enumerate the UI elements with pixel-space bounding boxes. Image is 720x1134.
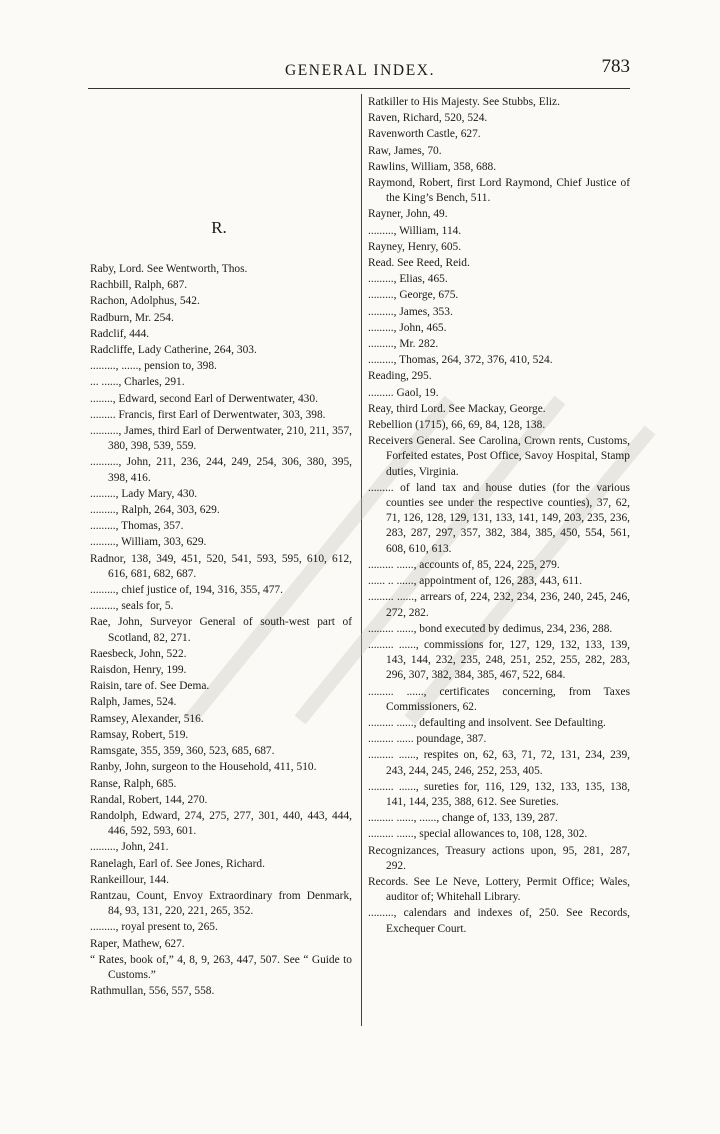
index-entry: Rayner, John, 49. bbox=[368, 208, 448, 221]
index-entry: Randal, Robert, 144, 270. bbox=[90, 793, 208, 806]
index-entry: ......... ......, sureties for, 116, 129, 132, 133, 135, 138, 141, 144, 235, 388, 612. See Sureties. bbox=[368, 780, 630, 808]
index-entry: Recognizances, Treasury actions upon, 95, 281, 287, 292. bbox=[368, 844, 630, 872]
index-entry: ......... ......, commissions for, 127, 129, 132, 133, 139, 143, 144, 232, 235, 248, 251, 252, 255, 282, 283, 296, 307, 382, 384, 385, 467, 522, 684. bbox=[368, 638, 630, 682]
index-entry: ...... .. ......, appointment of, 126, 283, 443, 611. bbox=[368, 575, 583, 588]
index-entry: ........., seals for, 5. bbox=[90, 600, 174, 613]
index-entry: ........., William, 114. bbox=[368, 224, 462, 237]
index-entry: ........, Edward, second Earl of Derwentwater, 430. bbox=[90, 392, 318, 405]
index-column-left bbox=[90, 262, 352, 1000]
running-head-title: GENERAL INDEX. bbox=[284, 62, 436, 79]
index-entry: ......... ......, ......, change of, 133, 139, 287. bbox=[368, 812, 558, 825]
index-entry: Rayney, Henry, 605. bbox=[368, 240, 462, 253]
index-entry: Radcliffe, Lady Catherine, 264, 303. bbox=[90, 344, 257, 357]
index-entry: Ralph, James, 524. bbox=[90, 696, 177, 709]
index-entry: ... ......, Charles, 291. bbox=[90, 376, 185, 389]
index-entry: .........., John, 211, 236, 244, 249, 254, 306, 380, 395, 398, 416. bbox=[90, 456, 352, 484]
index-entry: ......... ......, respites on, 62, 63, 71, 72, 131, 234, 239, 243, 244, 245, 246, 252, 253, 405. bbox=[368, 749, 630, 777]
index-entry: ........., John, 241. bbox=[90, 841, 169, 854]
index-entry: Rae, John, Surveyor General of south-west part of Scotland, 82, 271. bbox=[90, 616, 352, 644]
index-entry: Rebellion (1715), 66, 69, 84, 128, 138. bbox=[368, 419, 546, 432]
index-entry: Ramsgate, 355, 359, 360, 523, 685, 687. bbox=[90, 745, 275, 758]
index-entry: Ranse, Ralph, 685. bbox=[90, 777, 177, 790]
index-entry: Raby, Lord. See Wentworth, Thos. bbox=[90, 263, 248, 275]
index-entry: Rawlins, William, 358, 688. bbox=[368, 160, 497, 173]
index-entry: ........., royal present to, 265. bbox=[90, 921, 218, 934]
index-entry: Radnor, 138, 349, 451, 520, 541, 593, 595, 610, 612, 616, 681, 682, 687. bbox=[90, 552, 352, 580]
index-entry: ......... ......, arrears of, 224, 232, 234, 236, 240, 245, 246, 272, 282. bbox=[368, 591, 630, 619]
index-entry: ........., Ralph, 264, 303, 629. bbox=[90, 504, 220, 517]
index-entry: ......... of land tax and house duties (for the various counties see under the respective counties), 37, 62, 71, 126, 128, 129, 131, 133, 141, 149, 203, 235, 236, 283, 287, 297, 357, 382, 384, 385, 450, 554, 561, 608, 610, 613. bbox=[368, 481, 630, 555]
index-entry: Rachon, Adolphus, 542. bbox=[90, 295, 200, 308]
index-entry: ........., Lady Mary, 430. bbox=[90, 487, 198, 500]
index-entry: Raisdon, Henry, 199. bbox=[90, 664, 187, 677]
header-rule bbox=[88, 88, 630, 89]
index-entry: Radclif, 444. bbox=[90, 327, 150, 340]
index-entry: Read. See Reed, Reid. bbox=[368, 257, 470, 270]
index-entry: Rantzau, Count, Envoy Extraordinary from Denmark, 84, 93, 131, 220, 221, 265, 352. bbox=[90, 889, 352, 918]
index-entry: ......... ......, special allowances to, 108, 128, 302. bbox=[368, 828, 588, 841]
index-entry: Records. See Le Neve, Lottery, Permit Office; Wales, auditor of; Whitehall Library. bbox=[368, 875, 630, 904]
index-entry: Raper, Mathew, 627. bbox=[90, 937, 185, 950]
index-entry: ........., ......, pension to, 398. bbox=[90, 360, 217, 373]
index-entry: ......... Gaol, 19. bbox=[368, 386, 439, 399]
index-entry: ......... ...... poundage, 387. bbox=[368, 733, 487, 746]
index-entry: Ranby, John, surgeon to the Household, 411, 510. bbox=[90, 761, 317, 774]
index-entry: ......... ......, bond executed by dedimus, 234, 236, 288. bbox=[368, 622, 613, 635]
index-entry: “ Rates, book of,” 4, 8, 9, 263, 447, 507. See “ Guide to Customs.” bbox=[90, 953, 352, 981]
index-entry: Reading, 295. bbox=[368, 370, 432, 383]
section-letter: R. bbox=[211, 218, 227, 237]
index-entry: Radburn, Mr. 254. bbox=[90, 311, 174, 324]
index-entry: Raven, Richard, 520, 524. bbox=[368, 112, 488, 125]
index-entry: Ratkiller to His Majesty. See Stubbs, Eliz. bbox=[368, 96, 560, 108]
index-entry: ........., Mr. 282. bbox=[368, 338, 439, 351]
index-entry: Ranelagh, Earl of. See Jones, Richard. bbox=[90, 857, 265, 870]
index-entry: ......... Francis, first Earl of Derwentwater, 303, 398. bbox=[90, 408, 326, 421]
index-entry: .........., James, third Earl of Derwentwater, 210, 211, 357, 380, 398, 539, 559. bbox=[90, 425, 352, 453]
index-entry: Raisin, tare of. See Dema. bbox=[90, 680, 210, 693]
index-entry: Raw, James, 70. bbox=[368, 144, 442, 157]
index-entry: Raesbeck, John, 522. bbox=[90, 647, 187, 660]
index-entry: Reay, third Lord. See Mackay, George. bbox=[368, 402, 546, 415]
index-entry: Rachbill, Ralph, 687. bbox=[90, 279, 188, 292]
index-entry: ......... ......, accounts of, 85, 224, 225, 279. bbox=[368, 558, 560, 571]
index-entry: Ramsey, Alexander, 516. bbox=[90, 712, 204, 725]
index-entry: Ramsay, Robert, 519. bbox=[90, 728, 189, 741]
index-entry: Raymond, Robert, first Lord Raymond, Chief Justice of the King’s Bench, 511. bbox=[368, 177, 630, 205]
index-entry: Ravenworth Castle, 627. bbox=[368, 128, 481, 141]
column-divider bbox=[361, 94, 362, 1026]
index-entry: Receivers General. See Carolina, Crown rents, Customs, Forfeited estates, Post Office, Savoy Hospital, Stamp duties, Virginia. bbox=[368, 435, 630, 478]
index-entry: ........., George, 675. bbox=[368, 289, 459, 302]
index-entry: ........., William, 303, 629. bbox=[90, 536, 207, 549]
page-number: 783 bbox=[601, 56, 630, 77]
index-entry: ......... ......, defaulting and insolvent. See Defaulting. bbox=[368, 716, 606, 729]
index-entry: ........., Thomas, 264, 372, 376, 410, 524. bbox=[368, 354, 553, 367]
index-entry: ........., calendars and indexes of, 250. See Records, Exchequer Court. bbox=[368, 907, 630, 935]
index-entry: ........., Elias, 465. bbox=[368, 273, 448, 286]
index-column-right bbox=[368, 95, 630, 938]
index-entry: Rathmullan, 556, 557, 558. bbox=[90, 985, 215, 998]
index-entry: ........., James, 353. bbox=[368, 305, 453, 318]
index-entry: ........., Thomas, 357. bbox=[90, 520, 184, 533]
index-entry: Randolph, Edward, 274, 275, 277, 301, 440, 443, 444, 446, 592, 593, 601. bbox=[90, 809, 352, 838]
index-entry: ......... ......, certificates concerning, from Taxes Commissioners, 62. bbox=[368, 685, 630, 713]
index-entry: ........., chief justice of, 194, 316, 355, 477. bbox=[90, 584, 283, 597]
index-entry: Rankeillour, 144. bbox=[90, 873, 169, 886]
index-entry: ........., John, 465. bbox=[368, 321, 447, 334]
